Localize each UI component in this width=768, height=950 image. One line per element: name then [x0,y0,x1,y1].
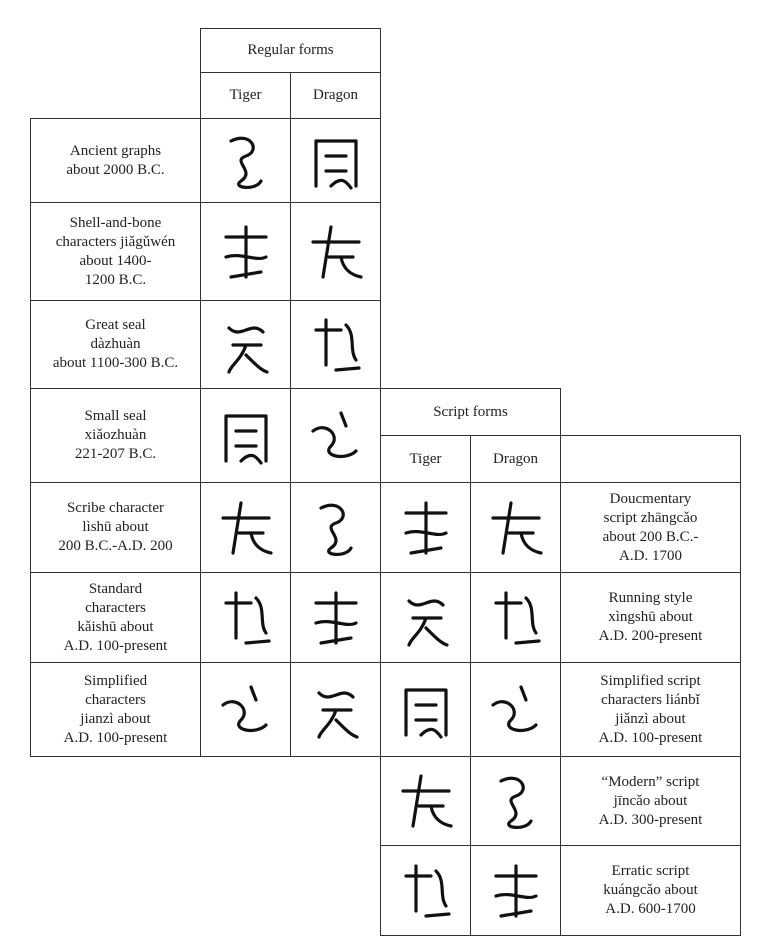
regular-dragon-cell [290,300,381,389]
script-row-label: “Modern” script jīncǎo about A.D. 300-present [560,756,741,846]
tiger-character-glyph [211,126,281,196]
regular-tiger-cell [200,482,291,573]
regular-tiger-cell [200,388,291,483]
regular-row-label: Shell-and-bone characters jiǎgǔwén about 1400- 1200 B.C. [30,202,201,301]
script-tiger-cell [380,482,471,573]
regular-tiger-cell [200,662,291,757]
tiger-character-glyph [211,675,281,745]
script-tiger-cell [380,756,471,846]
regular-dragon-cell [290,118,381,203]
regular-row-label: Great seal dàzhuàn about 1100-300 B.C. [30,300,201,389]
script-tiger-character-glyph [391,583,461,653]
script-dragon-cell [470,662,561,757]
script-forms-header: Script forms [380,388,561,436]
script-dragon-cell [470,482,561,573]
regular-dragon-header: Dragon [290,72,381,119]
regular-tiger-cell [200,300,291,389]
tiger-character-glyph [211,401,281,471]
script-dragon-character-glyph [481,493,551,563]
script-tiger-cell [380,845,471,936]
regular-tiger-cell [200,118,291,203]
tiger-character-glyph [211,583,281,653]
regular-dragon-cell [290,662,381,757]
regular-row-label: Scribe character lìshū about 200 B.C.-A.D. 200 [30,482,201,573]
script-tiger-character-glyph [391,675,461,745]
script-tiger-character-glyph [391,766,461,836]
tiger-character-glyph [211,493,281,563]
script-dragon-character-glyph [481,675,551,745]
dragon-character-glyph [301,310,371,380]
script-tiger-cell [380,572,471,663]
script-dragon-character-glyph [481,766,551,836]
script-row-label: Doucmentary script zhāngcǎo about 200 B.C.- A.D. 1700 [560,482,741,573]
script-tiger-character-glyph [391,856,461,926]
regular-row-label: Small seal xiǎozhuàn 221-207 B.C. [30,388,201,483]
tiger-character-glyph [211,310,281,380]
script-dragon-cell [470,572,561,663]
script-dragon-cell [470,845,561,936]
script-tiger-header: Tiger [380,435,471,483]
dragon-character-glyph [301,493,371,563]
dragon-character-glyph [301,126,371,196]
regular-dragon-cell [290,572,381,663]
script-dragon-character-glyph [481,583,551,653]
regular-row-label: Standard characters kǎishū about A.D. 100-present [30,572,201,663]
dragon-character-glyph [301,217,371,287]
script-tiger-cell [380,662,471,757]
dragon-character-glyph [301,401,371,471]
script-tiger-character-glyph [391,493,461,563]
regular-dragon-cell [290,388,381,483]
regular-tiger-cell [200,572,291,663]
dragon-character-glyph [301,675,371,745]
tiger-character-glyph [211,217,281,287]
script-dragon-character-glyph [481,856,551,926]
script-row-label: Running style xìngshū about A.D. 200-present [560,572,741,663]
regular-dragon-cell [290,202,381,301]
regular-row-label: Ancient graphs about 2000 B.C. [30,118,201,203]
script-dragon-cell [470,756,561,846]
regular-tiger-header: Tiger [200,72,291,119]
script-row-label: Erratic script kuángcǎo about A.D. 600-1700 [560,845,741,936]
script-label-header [560,435,741,483]
script-dragon-header: Dragon [470,435,561,483]
script-row-label: Simplified script characters liánbǐ jiǎnzì about A.D. 100-present [560,662,741,757]
regular-dragon-cell [290,482,381,573]
regular-row-label: Simplified characters jianzì about A.D. 100-present [30,662,201,757]
regular-tiger-cell [200,202,291,301]
regular-forms-header: Regular forms [200,28,381,73]
dragon-character-glyph [301,583,371,653]
